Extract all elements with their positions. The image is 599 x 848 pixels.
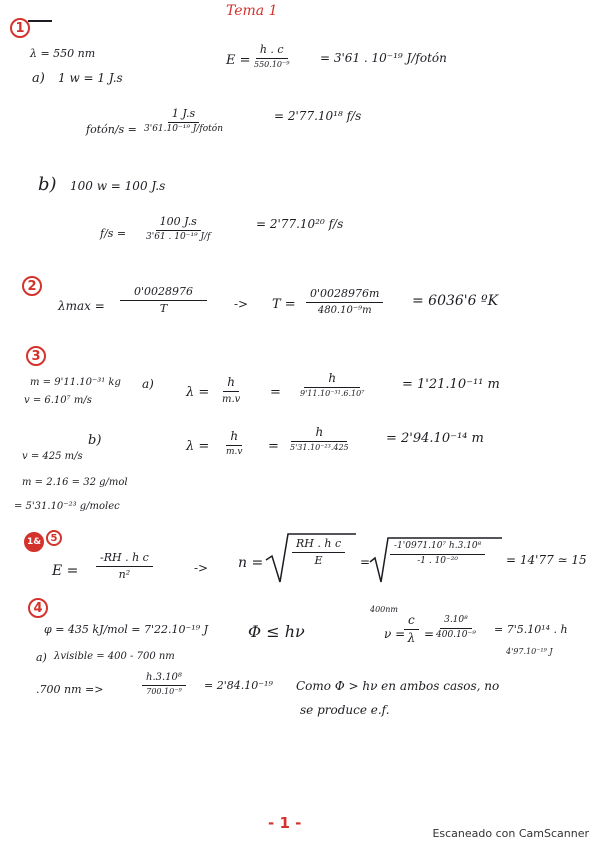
p1-part-b-label: b) — [38, 174, 57, 195]
p2-num: 0'0028976 — [120, 286, 207, 301]
p5-sqrt2-num: -1'0971.10⁷ h.3.10⁸ — [390, 542, 485, 555]
p3-part-b-label: b) — [88, 433, 102, 448]
p4-nu-num2: 3.10⁸ — [440, 616, 472, 629]
p2-t-lhs: T = — [272, 297, 296, 312]
p4-eq: = — [424, 627, 435, 641]
p3-a-eq-fraction — [300, 372, 364, 399]
p5-n-lhs: n = — [238, 555, 264, 571]
p3-b-num: h — [226, 430, 242, 446]
p4-nu-lhs: ν = — [384, 627, 406, 641]
p2-t-num: 0'0028976m — [306, 288, 383, 303]
p1-energy-num: h . c — [256, 44, 288, 59]
problem-4-marker: 4 — [28, 598, 48, 618]
p5-sqrt-num: RH . h c — [292, 538, 345, 553]
p2-fraction — [120, 286, 207, 315]
p3-b-result: = 2'94.10⁻¹⁴ m — [386, 431, 484, 446]
p3-part-a-label: a) — [142, 377, 154, 391]
p1-photons-a-fraction — [144, 108, 223, 135]
p3-b-eq-fraction — [290, 426, 349, 453]
p4-nu-num: c — [404, 614, 419, 630]
p3-b-den: m.v — [226, 447, 243, 458]
p4-nu-fraction-2 — [436, 616, 476, 641]
p4-visible-range: λvisible = 400 - 700 nm — [54, 651, 175, 662]
p4-conclusion-line-1: Como Φ > hν en ambos casos, no — [296, 679, 500, 693]
p4-conclusion-line-2: se produce e.f. — [300, 703, 390, 717]
p3-a-result: = 1'21.10⁻¹¹ m — [402, 377, 500, 392]
p1-energy-result: = 3'61 . 10⁻¹⁹ J/fotón — [320, 51, 447, 65]
p4-inequality: Φ ≤ hν — [248, 622, 305, 641]
p1-photons-a-den: 3'61.10⁻¹⁹ J/fotón — [144, 124, 224, 135]
p3-molar-mass: m = 2.16 = 32 g/mol — [22, 477, 128, 488]
p4-nu-result-2: 4'97.10⁻¹⁹ J — [506, 647, 553, 656]
p3-b-eq-num: h — [291, 426, 347, 442]
p2-t-den: 480.10⁻⁹m — [317, 305, 372, 317]
page-title: Tema 1 — [226, 3, 278, 19]
p5-sqrt-1-fraction — [292, 538, 345, 567]
p1-energy-lhs: E = — [226, 53, 251, 68]
problem-2-marker: 2 — [22, 276, 42, 296]
p5-lhs: E = — [52, 563, 79, 579]
p4-frac700-num: h.3.10⁸ — [142, 672, 186, 686]
problem-1-marker: 1 — [10, 18, 30, 38]
p4-line-700: .700 nm => — [36, 683, 104, 696]
p4-part-a-label: a) — [36, 651, 47, 664]
p5-fraction — [96, 552, 153, 581]
p4-nu-den: λ — [407, 631, 416, 646]
p3-a-num: h — [223, 376, 239, 392]
top-rule — [28, 20, 52, 22]
p5-sqrt-2-fraction — [390, 542, 485, 567]
page-number: - 1 - — [268, 814, 302, 832]
p4-result-700: = 2'84.10⁻¹⁹ — [204, 679, 273, 692]
p5-sqrt2-den: -1 . 10⁻²⁰ — [417, 555, 458, 566]
p1-photons-b-result: = 2'77.10²⁰ f/s — [256, 217, 344, 231]
p5-arrow: -> — [194, 561, 209, 575]
p4-phi: φ = 435 kJ/mol = 7'22.10⁻¹⁹ J — [44, 623, 209, 636]
p1-energy-den: 550.10⁻⁹ — [254, 60, 290, 70]
p4-nu-result: = 7'5.10¹⁴ . h — [494, 623, 568, 636]
p3-b-lhs: λ = — [186, 439, 210, 454]
p2-lhs: λmax = — [58, 299, 105, 313]
p4-note-400: 400nm — [370, 605, 399, 614]
p3-a-eq: = — [270, 385, 281, 400]
p1-photons-a-result: = 2'77.10¹⁸ f/s — [274, 109, 362, 123]
p2-t-fraction — [306, 288, 383, 316]
p1-photons-b-num: 100 J.s — [156, 216, 201, 231]
p5-sqrt-1 — [264, 530, 358, 584]
p1-photons-a-num: 1 J.s — [168, 108, 199, 123]
p3-molecule-mass: = 5'31.10⁻²³ g/molec — [14, 501, 120, 512]
p5-sqrt-den: E — [314, 554, 323, 568]
p1-power-a: 1 w = 1 J.s — [58, 71, 123, 85]
p4-frac700-den: 700.10⁻⁹ — [146, 687, 182, 696]
p5-den: n² — [118, 568, 131, 582]
p2-den: T — [159, 302, 168, 316]
p3-velocity: v = 6.10⁷ m/s — [24, 395, 92, 406]
p3-a-eq-den: 9'11.10⁻³¹.6.10⁷ — [300, 389, 365, 399]
p5-result: = 14'77 ≃ 15 — [506, 553, 587, 567]
p2-arrow: -> — [234, 297, 249, 311]
p5-sqrt-2 — [368, 534, 504, 584]
p3-a-eq-num: h — [304, 372, 360, 388]
p3-v2: v = 425 m/s — [22, 451, 83, 462]
p1-part-a-label: a) — [32, 71, 45, 86]
p3-a-lhs: λ = — [186, 385, 210, 400]
p4-nu-den2: 400.10⁻⁹ — [436, 629, 476, 640]
p3-b-fraction — [226, 430, 242, 458]
p3-a-fraction — [222, 376, 240, 405]
p1-lambda: λ = 550 nm — [30, 47, 96, 60]
problem-5-marker-crossed: 1& — [24, 532, 44, 552]
p3-a-den: m.v — [222, 394, 241, 406]
p3-b-eq: = — [268, 439, 279, 454]
scanner-watermark: Escaneado con CamScanner — [432, 827, 589, 840]
p3-mass: m = 9'11.10⁻³¹ kg — [30, 377, 121, 388]
p1-photons-b-lhs: f/s = — [100, 227, 127, 240]
problem-5-marker: 5 — [46, 530, 62, 546]
p4-nu-fraction — [404, 614, 419, 645]
p1-photons-b-den: 3'61 . 10⁻¹⁹ J/f — [146, 232, 211, 243]
problem-3-marker: 3 — [26, 346, 46, 366]
p5-eq: = — [360, 555, 371, 569]
p1-photons-a-lhs: fotón/s = — [86, 123, 137, 136]
p3-b-eq-den: 5'31.10⁻²³.425 — [290, 443, 349, 453]
p1-photons-b-fraction — [146, 216, 211, 243]
p2-result: = 6036'6 ºK — [412, 293, 499, 309]
p1-power-b: 100 w = 100 J.s — [70, 179, 166, 193]
p4-fraction-700 — [142, 672, 186, 697]
p1-energy-fraction — [254, 44, 289, 70]
p5-num: -RH . h c — [96, 552, 153, 567]
